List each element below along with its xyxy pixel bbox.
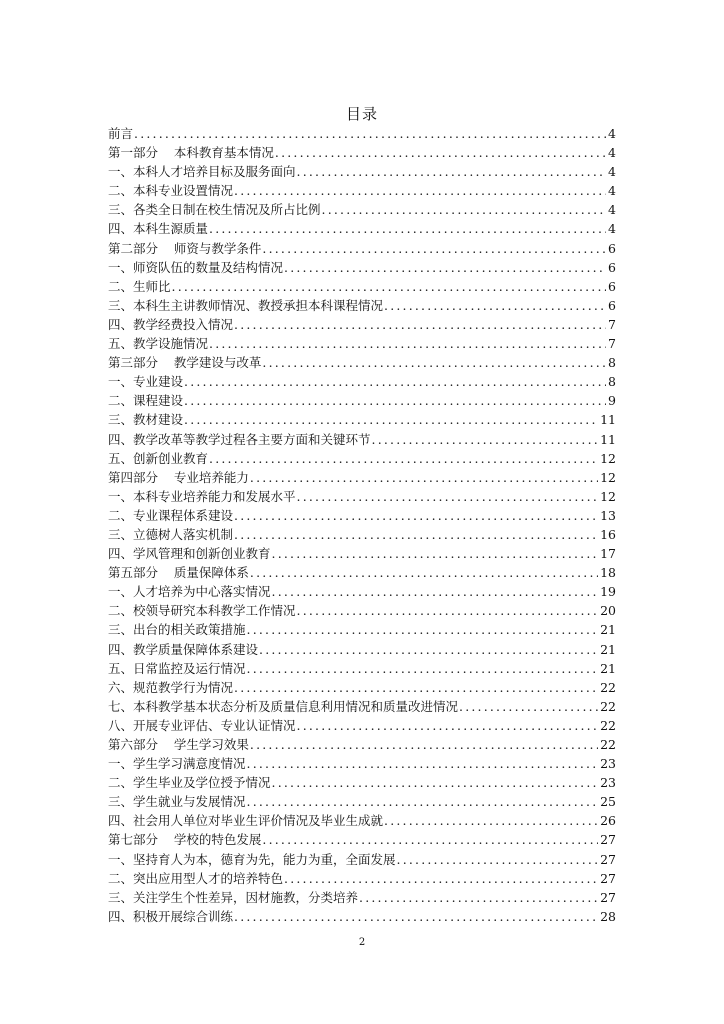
toc-entry[interactable] xyxy=(108,792,616,811)
toc-title: 目录 xyxy=(345,105,378,123)
toc-entry[interactable] xyxy=(108,620,616,639)
toc-entry[interactable] xyxy=(108,372,616,391)
toc-entry[interactable] xyxy=(108,659,616,678)
toc-dot-leader xyxy=(297,162,607,181)
toc-dot-leader xyxy=(250,563,598,582)
toc-entry-text: 二、学生毕业及学位授予情况 xyxy=(108,775,271,791)
toc-dot-leader xyxy=(384,811,598,830)
toc-entry-text: 二、生师比 xyxy=(108,278,171,294)
toc-entry-text: 第六部分 学生学习效果 xyxy=(108,737,249,752)
toc-entry-page: 21 xyxy=(600,622,616,638)
toc-dot-leader xyxy=(262,830,598,849)
toc-entry-page: 6 xyxy=(608,240,616,256)
toc-entry-text: 四、积极开展综合训练 xyxy=(108,908,234,924)
toc-dot-leader xyxy=(209,334,606,353)
toc-entry[interactable] xyxy=(108,391,616,410)
toc-entry-text: 一、师资队伍的数量及结构情况 xyxy=(108,259,284,275)
toc-dot-leader xyxy=(250,735,598,754)
toc-entry-text: 三、教材建设 xyxy=(108,412,184,428)
toc-entry-page: 8 xyxy=(608,374,616,390)
toc-dot-leader xyxy=(297,716,599,735)
toc-entry-text: 一、本科人才培养目标及服务面向 xyxy=(108,164,296,180)
toc-dot-leader xyxy=(209,219,606,238)
toc-dot-leader xyxy=(259,640,598,659)
toc-entry[interactable] xyxy=(108,449,616,468)
toc-dot-leader xyxy=(284,258,606,277)
toc-entry-page: 12 xyxy=(600,469,616,485)
toc-entry-page: 21 xyxy=(600,660,616,676)
toc-dot-leader xyxy=(275,143,606,162)
toc-entry-text: 二、课程建设 xyxy=(108,393,184,409)
toc-dot-leader xyxy=(297,487,599,506)
toc-dot-leader xyxy=(372,430,599,449)
toc-dot-leader xyxy=(272,582,599,601)
toc-entry-text: 一、学生学习满意度情况 xyxy=(108,756,246,772)
toc-entry[interactable] xyxy=(108,143,616,162)
toc-entry-text: 二、本科专业设置情况 xyxy=(108,183,234,199)
toc-entry-page: 4 xyxy=(608,164,616,180)
toc-entry[interactable] xyxy=(108,563,616,582)
toc-entry-page: 21 xyxy=(600,641,616,657)
toc-dot-leader xyxy=(184,410,598,429)
toc-dot-leader xyxy=(172,277,607,296)
toc-entry[interactable] xyxy=(108,487,616,506)
toc-entry[interactable] xyxy=(108,219,616,238)
toc-entry-text: 一、专业建设 xyxy=(108,374,184,390)
toc-entry-text: 第五部分 质量保障体系 xyxy=(108,565,249,581)
toc-dot-leader xyxy=(247,754,599,773)
toc-entry-page: 6 xyxy=(608,278,616,294)
toc-entry-page: 4 xyxy=(608,126,616,141)
toc-entry[interactable] xyxy=(108,601,616,620)
toc-entry[interactable] xyxy=(108,716,616,735)
toc-entry[interactable] xyxy=(108,640,616,659)
toc-entry[interactable] xyxy=(108,200,616,219)
toc-entry-page: 18 xyxy=(600,565,616,581)
toc-entry-text: 二、突出应用型人才的培养特色 xyxy=(108,870,284,886)
toc-entry-page: 22 xyxy=(600,717,616,733)
toc-entry-text: 第一部分 本科教育基本情况 xyxy=(108,145,274,161)
toc-entry-page: 23 xyxy=(600,775,616,791)
toc-entry-page: 9 xyxy=(608,393,616,409)
toc-entry-text: 前言 xyxy=(108,126,134,141)
toc-entry-page: 8 xyxy=(608,355,616,371)
toc-dot-leader xyxy=(384,296,606,315)
toc-entry-page: 27 xyxy=(600,851,616,867)
toc-entry-text: 四、学风管理和创新创业教育 xyxy=(108,546,271,562)
page-number: 2 xyxy=(358,937,366,948)
toc-entry-text: 三、关注学生个性差异，因材施教，分类培养 xyxy=(108,889,359,905)
toc-entry-page: 4 xyxy=(608,183,616,199)
toc-entry-text: 六、规范教学行为情况 xyxy=(108,679,234,695)
toc-entry[interactable] xyxy=(108,239,616,258)
toc-dot-leader xyxy=(234,525,598,544)
toc-entry-text: 第七部分 学校的特色发展 xyxy=(108,832,262,848)
toc-entry-page: 6 xyxy=(608,297,616,313)
toc-entry[interactable] xyxy=(108,468,616,487)
toc-entry-text: 四、教学经费投入情况 xyxy=(108,316,234,332)
toc-entry-page: 26 xyxy=(600,813,616,829)
toc-entry-page: 6 xyxy=(608,259,616,275)
toc-dot-leader xyxy=(284,869,598,888)
toc-entry[interactable] xyxy=(108,811,616,830)
toc-entry[interactable] xyxy=(108,506,616,525)
toc-entry[interactable] xyxy=(108,525,616,544)
toc-entry-page: 27 xyxy=(600,832,616,848)
toc-entry[interactable] xyxy=(108,754,616,773)
toc-entry-text: 七、本科教学基本状态分析及质量信息利用情况和质量改进情况 xyxy=(108,698,459,714)
toc-entry-text: 三、本科生主讲教师情况、教授承担本科课程情况 xyxy=(108,297,384,313)
toc-entry-page: 23 xyxy=(600,756,616,772)
toc-dot-leader xyxy=(250,468,598,487)
toc-entry-page: 22 xyxy=(600,737,616,752)
toc-entry-page: 27 xyxy=(600,870,616,886)
toc-entry-text: 四、本科生源质量 xyxy=(108,221,209,237)
toc-entry[interactable] xyxy=(108,410,616,429)
toc-entry-text: 三、各类全日制在校生情况及所占比例 xyxy=(108,202,321,218)
toc-dot-leader xyxy=(262,239,606,258)
toc-entry-text: 第三部分 教学建设与改革 xyxy=(108,355,262,371)
toc-dot-leader xyxy=(247,792,599,811)
toc-dot-leader xyxy=(134,124,606,143)
toc-entry[interactable] xyxy=(108,296,616,315)
toc-entry-text: 四、社会用人单位对毕业生评价情况及毕业生成就 xyxy=(108,813,384,829)
toc-dot-leader xyxy=(459,697,598,716)
toc-entry-page: 4 xyxy=(608,145,616,161)
toc-entry[interactable] xyxy=(108,735,616,754)
toc-entry-text: 第二部分 师资与教学条件 xyxy=(108,240,262,256)
toc-entry-page: 22 xyxy=(600,679,616,695)
toc-dot-leader xyxy=(234,907,598,926)
toc-entry[interactable] xyxy=(108,334,616,353)
toc-entry-page: 12 xyxy=(600,488,616,504)
toc-dot-leader xyxy=(272,773,599,792)
toc-entry[interactable] xyxy=(108,582,616,601)
toc-entry-text: 五、教学设施情况 xyxy=(108,336,209,352)
toc-entry-text: 一、坚持育人为本，德育为先，能力为重，全面发展 xyxy=(108,851,396,867)
toc-entry[interactable] xyxy=(108,830,616,849)
toc-entry-page: 13 xyxy=(600,507,616,523)
toc-entry-text: 三、出台的相关政策措施 xyxy=(108,622,246,638)
toc-entry-page: 11 xyxy=(600,431,616,447)
toc-entry-text: 二、校领导研究本科教学工作情况 xyxy=(108,603,296,619)
toc-entry-page: 17 xyxy=(600,546,616,562)
toc-entry-page: 7 xyxy=(608,336,616,352)
toc-entry[interactable] xyxy=(108,181,616,200)
toc-entry-page: 28 xyxy=(600,908,616,924)
toc-entry[interactable] xyxy=(108,773,616,792)
toc-entry-text: 五、创新创业教育 xyxy=(108,450,209,466)
toc-dot-leader xyxy=(184,372,606,391)
toc-entry-text: 第四部分 专业培养能力 xyxy=(108,469,249,485)
toc-entry-page: 4 xyxy=(608,221,616,237)
toc-entry-page: 11 xyxy=(600,412,616,428)
toc-entry-text: 一、人才培养为中心落实情况 xyxy=(108,584,271,600)
toc-dot-leader xyxy=(234,678,598,697)
toc-dot-leader xyxy=(359,888,598,907)
table-of-contents xyxy=(108,124,616,926)
toc-dot-leader xyxy=(209,449,598,468)
toc-dot-leader xyxy=(234,315,606,334)
toc-dot-leader xyxy=(234,506,598,525)
toc-entry[interactable] xyxy=(108,315,616,334)
toc-entry-text: 二、专业课程体系建设 xyxy=(108,507,234,523)
toc-entry[interactable] xyxy=(108,697,616,716)
toc-dot-leader xyxy=(397,850,599,869)
toc-entry[interactable] xyxy=(108,430,616,449)
toc-entry-page: 25 xyxy=(600,794,616,810)
toc-entry[interactable] xyxy=(108,907,616,926)
toc-entry-text: 八、开展专业评估、专业认证情况 xyxy=(108,717,296,733)
toc-entry[interactable] xyxy=(108,162,616,181)
toc-entry-page: 20 xyxy=(600,603,616,619)
toc-dot-leader xyxy=(234,181,606,200)
toc-dot-leader xyxy=(184,391,606,410)
toc-entry[interactable] xyxy=(108,258,616,277)
toc-entry-text: 一、本科专业培养能力和发展水平 xyxy=(108,488,296,504)
toc-entry[interactable] xyxy=(108,678,616,697)
toc-dot-leader xyxy=(297,601,599,620)
toc-entry-page: 27 xyxy=(600,889,616,905)
toc-dot-leader xyxy=(247,659,599,678)
toc-entry-page: 4 xyxy=(608,202,616,218)
toc-entry-text: 五、日常监控及运行情况 xyxy=(108,660,246,676)
toc-entry[interactable] xyxy=(108,869,616,888)
toc-entry[interactable] xyxy=(108,850,616,869)
toc-entry-page: 16 xyxy=(600,526,616,542)
toc-entry-text: 四、教学质量保障体系建设 xyxy=(108,641,259,657)
toc-dot-leader xyxy=(322,200,607,219)
toc-entry[interactable] xyxy=(108,353,616,372)
toc-dot-leader xyxy=(247,620,599,639)
toc-entry[interactable] xyxy=(108,544,616,563)
toc-entry[interactable] xyxy=(108,277,616,296)
toc-dot-leader xyxy=(262,353,606,372)
toc-dot-leader xyxy=(272,544,599,563)
toc-entry-page: 7 xyxy=(608,316,616,332)
toc-entry-page: 19 xyxy=(600,584,616,600)
toc-entry-text: 三、立德树人落实机制 xyxy=(108,526,234,542)
toc-entry-text: 四、教学改革等教学过程各主要方面和关键环节 xyxy=(108,431,371,447)
toc-entry-page: 22 xyxy=(600,698,616,714)
toc-entry[interactable] xyxy=(108,124,616,143)
toc-entry-text: 三、学生就业与发展情况 xyxy=(108,794,246,810)
toc-entry[interactable] xyxy=(108,888,616,907)
toc-entry-page: 12 xyxy=(600,450,616,466)
